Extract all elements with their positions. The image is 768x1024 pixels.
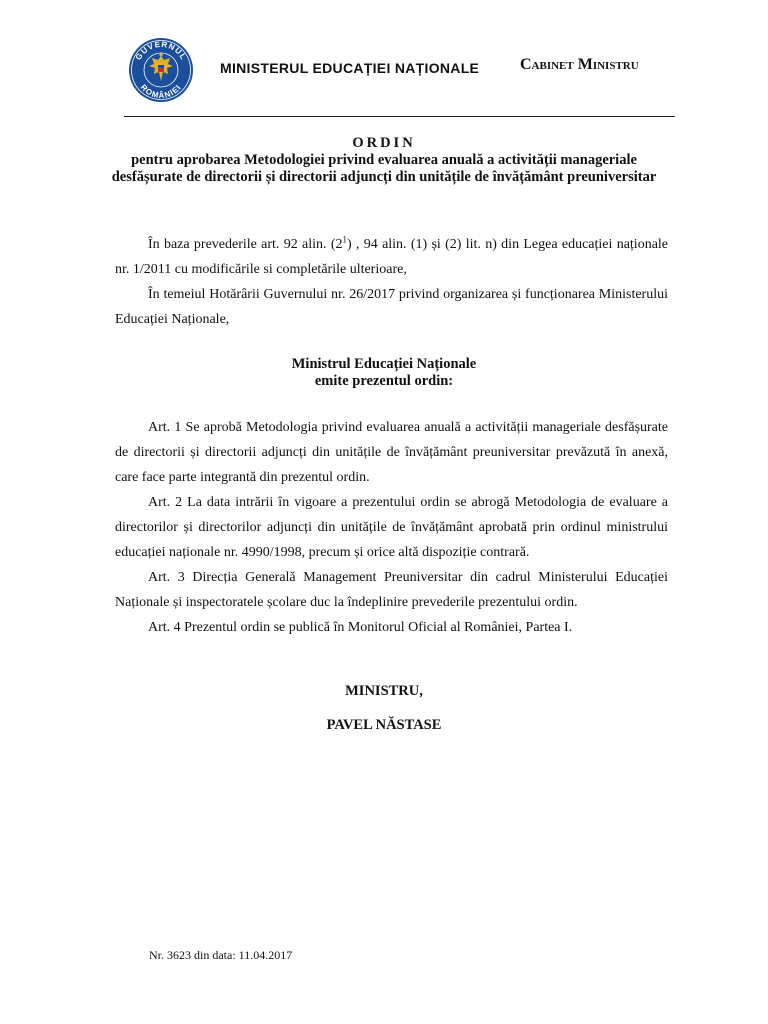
document-number: Nr. 3623 din data: 11.04.2017: [149, 948, 293, 962]
article-3: Art. 3 Direcția Generală Management Preuniversitar din cadrul Ministerului Educației Naționale și inspectoratele școlare duc la îndeplinire prevederile prezentului ordin.: [115, 570, 668, 610]
emitent-line-1: Ministrul Educației Naționale: [291, 356, 477, 372]
seal-text-bottom: ROMÂNIEI: [138, 82, 184, 101]
cabinet-label: Cabinet Ministru: [520, 56, 639, 73]
superscript: 1: [342, 234, 347, 245]
ministry-name: MINISTERUL EDUCAȚIEI NAȚIONALE: [220, 60, 480, 76]
title-line-2: desfășurate de directorii și directorii adjuncți din unitățile de învățământ preuniversitar: [111, 169, 657, 185]
article-2: Art. 2 La data intrării în vigoare a prezentului ordin se abrogă Metodologia de evaluare a directorilor și directorilor adjuncți din unitățile de învățământ aprobată prin ordinul ministrului educației naționale nr. 4990/1998, precum și orice altă dispoziție contrară.: [115, 495, 668, 560]
seal-text-top: GUVERNUL: [133, 39, 189, 62]
title-line-1: pentru aprobarea Metodologiei privind evaluarea anuală a activității manageriale: [131, 152, 637, 168]
signature-title: MINISTRU,: [345, 683, 423, 699]
article-1: Art. 1 Se aprobă Metodologia privind evaluarea anuală a activității manageriale desfășurate de directorii și directorii adjuncți din unitățile de învățământ preuniversitar prevăzută în anexă, care face parte integrantă din prezentul ordin.: [115, 420, 668, 485]
preamble-paragraph-1: În baza prevederile art. 92 alin. $(2^1)$ , 94 alin. (1) și (2) lit. n) din Legea educației naționale nr. 1/2011 cu modificările si completările ulterioare,: [115, 234, 669, 277]
emitent-line-2: emite prezentul ordin:: [314, 373, 454, 389]
document-title: [100, 135, 668, 186]
preamble-paragraph-2: În temeiul Hotărârii Guvernului nr. 26/2017 privind organizarea și funcționarea Ministerului Educației Naționale,: [115, 287, 668, 327]
title-ordin: ORDIN: [352, 135, 416, 151]
letterhead: [125, 34, 675, 104]
articles-list: [115, 415, 668, 640]
emitent-block: [100, 356, 668, 390]
signature-name: PAVEL NĂSTASE: [326, 717, 442, 733]
article-4: Art. 4 Prezentul ordin se publică în Monitorul Oficial al României, Partea I.: [148, 620, 573, 635]
header-divider: [124, 116, 675, 117]
government-seal-icon: [128, 37, 194, 103]
